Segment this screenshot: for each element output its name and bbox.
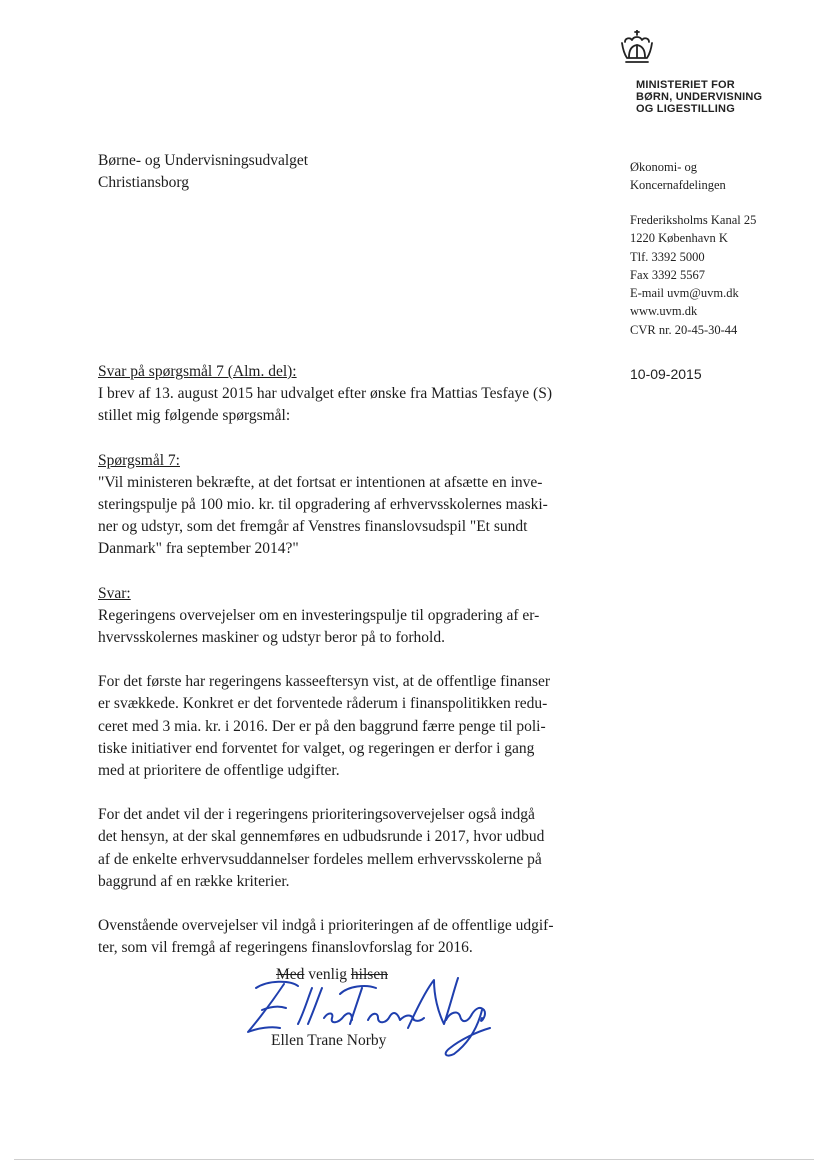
question-line-2: steringspulje på 100 mio. kr. til opgradering af erhvervsskolernes maski-: [98, 496, 548, 514]
sender-city: 1220 København K: [630, 231, 728, 246]
answer-p2-line-1: For det første har regeringens kasseeftersyn vist, at de offentlige finanser: [98, 673, 551, 691]
answer-p4-line-2: ter, som vil fremgå af regeringens finanslovforslag for 2016.: [98, 939, 473, 957]
intro-line-2: stillet mig følgende spørgsmål:: [98, 407, 291, 425]
question-label: Spørgsmål 7:: [98, 451, 180, 469]
letter-body: [98, 361, 568, 959]
answer-p2-line-2: er svækkede. Konkret er det forventede råderum i finanspolitikken redu-: [98, 695, 548, 713]
answer-paragraph-4: [98, 915, 568, 959]
sender-fax: Fax 3392 5567: [630, 267, 705, 282]
question-line-3: ner og udstyr, som det fremgår af Venstres finanslovsudspil "Et sundt: [98, 518, 528, 536]
sender-address: [630, 211, 756, 339]
answer-p3-line-1: For det andet vil der i regeringens prioriteringsovervejelser også indgå: [98, 806, 535, 824]
sender-website: www.uvm.dk: [630, 304, 698, 319]
answer-paragraph-3: [98, 804, 568, 893]
recipient-address: [98, 150, 308, 194]
answer-paragraph-1: [98, 605, 568, 649]
answer-label: Svar:: [98, 584, 131, 602]
question-line-1: "Vil ministeren bekræfte, at det fortsat er intentionen at afsætte en inve-: [98, 473, 543, 491]
sender-department: [630, 158, 726, 195]
question-line-4: Danmark" fra september 2014?": [98, 540, 299, 558]
sender-street: Frederiksholms Kanal 25: [630, 213, 757, 227]
crown-logo-icon: [614, 30, 660, 66]
greeting-word-1: Med: [276, 966, 305, 983]
answer-p3-line-3: af de enkelte erhvervsuddannelser fordeles mellem erhvervsskolerne på: [98, 850, 542, 868]
answer-p2-line-5: med at prioritere de offentlige udgifter.: [98, 762, 340, 780]
recipient-line-1: Børne- og Undervisningsudvalget: [98, 152, 309, 169]
handwritten-signature: [228, 966, 498, 1062]
answer-p1-line-2: hvervsskolernes maskiner og udstyr beror på to forhold.: [98, 629, 445, 647]
answer-p4-line-1: Ovenstående overvejelser vil indgå i prioriteringen af de offentlige udgif-: [98, 917, 554, 935]
answer-paragraph-2: [98, 671, 568, 782]
intro-paragraph: [98, 383, 568, 427]
greeting-word-2: venlig: [304, 966, 351, 983]
letter-heading: Svar på spørgsmål 7 (Alm. del):: [98, 363, 297, 380]
ministry-line-3: OG LIGESTILLING: [636, 103, 735, 115]
answer-p2-line-3: ceret med 3 mia. kr. i 2016. Der er på den baggrund færre penge til poli-: [98, 717, 546, 735]
sender-email: E-mail uvm@uvm.dk: [630, 286, 739, 301]
ministry-line-2: BØRN, UNDERVISNING: [636, 91, 763, 103]
greeting-word-3: hilsen: [350, 966, 388, 983]
letter-date: 10-09-2015: [630, 366, 702, 382]
ministry-line-1: MINISTERIET FOR: [636, 79, 735, 91]
answer-p3-line-4: baggrund af en række kriterier.: [98, 872, 290, 890]
recipient-line-2: Christiansborg: [98, 174, 189, 191]
footer-divider: [14, 1159, 814, 1160]
answer-p2-line-4: tiske initiativer end forventet for valget, og regeringen er derfor i gang: [98, 739, 535, 757]
sender-cvr: CVR nr. 20-45-30-44: [630, 322, 738, 337]
answer-p3-line-2: det hensyn, at der skal gennemføres en udbudsrunde i 2017, hvor udbud: [98, 828, 545, 846]
question-paragraph: [98, 472, 568, 561]
ministry-name: [636, 79, 762, 115]
answer-p1-line-1: Regeringens overvejelser om en investeringspulje til opgradering af er-: [98, 606, 540, 624]
department-line-2: Koncernafdelingen: [630, 178, 726, 193]
sender-phone: Tlf. 3392 5000: [630, 249, 705, 264]
department-line-1: Økonomi- og: [630, 160, 698, 174]
signer-name: Ellen Trane Norby: [271, 1032, 387, 1049]
intro-line-1: I brev af 13. august 2015 har udvalget efter ønske fra Mattias Tesfaye (S): [98, 385, 553, 403]
